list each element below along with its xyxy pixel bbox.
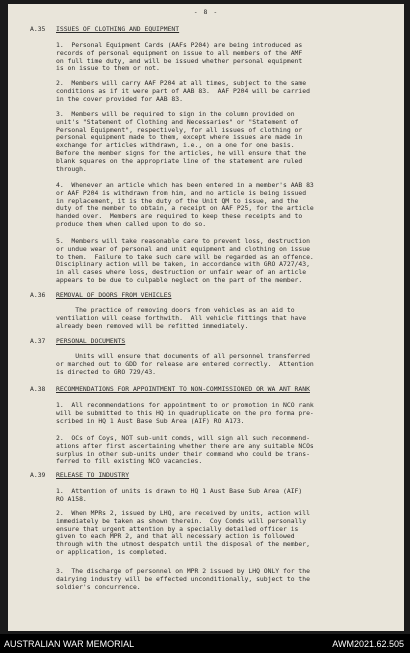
archive-reference: AWM2021.62.505 bbox=[332, 639, 404, 649]
section-number: A.35 bbox=[30, 25, 46, 33]
section-title: REMOVAL OF DOORS FROM VEHICLES bbox=[56, 292, 172, 299]
paragraph: 1. Attention of units is drawn to HQ 1 Aust Base Sub Area (AIF) RO A158. bbox=[56, 487, 303, 503]
section-number: A.39 bbox=[30, 471, 46, 479]
paragraph: 3. The discharge of personnel on MPR 2 issued by LHQ ONLY for the dairying industry will be effected unconditionally, subject to the soldier's concurrence. bbox=[56, 567, 310, 591]
section-number: A.38 bbox=[30, 385, 46, 393]
document-page bbox=[8, 4, 404, 631]
page-number: - 8 - bbox=[193, 8, 219, 16]
section-title: ISSUES OF CLOTHING AND EQUIPMENT bbox=[56, 26, 180, 33]
paragraph: 2. OCs of Coys, NOT sub-unit comds, will sign all such recommend- ations after first ascertaining whether there are any suitable NCOs surplus in other sub-units under their command who could be trans- ferred to fill existing NCO vacancies. bbox=[56, 434, 314, 466]
paragraph: 3. Members will be required to sign in the column provided on unit's "Statement of Clothing and Necessaries" or "Statement of Personal Equipment", respectively, for all issues of clothing or personal equipment made to them, except where issues are made in exchange for articles withdrawn, i.e., on a one for one basis. Before the member signs for the articles, he will ensure that the blank squares on the appropriate line of the statement are ruled through. bbox=[56, 110, 307, 173]
paragraph: 2. Members will carry AAF P204 at all times, subject to the same conditions as if it were part of AAB 83. AAF P204 will be carried in the cover provided for AAB 83. bbox=[56, 79, 310, 103]
section-number: A.36 bbox=[30, 291, 46, 299]
paragraph: 5. Members will take reasonable care to prevent loss, destruction or undue wear of personal and unit equipment and clothing on issue to them. Failure to take such care will be regarded as an offence. Disciplinary action will be taken, in accordance with GRO A727/43, in all cases where loss, destruction or unfair wear of an article appears to be due to culpable neglect on the part of the member. bbox=[56, 237, 314, 284]
paragraph: 1. Personal Equipment Cards (AAFs P204) are being introduced as records of personal equipment on issue to all members of the AMF on full time duty, and will be issued whether personal equipment is on issue to them or not. bbox=[56, 41, 303, 73]
paragraph: Units will ensure that documents of all personnel transferred or marched out to GDD for release are entered correctly. Attention is directed to GRO 729/43. bbox=[56, 352, 314, 376]
paragraph: The practice of removing doors from vehicles as an aid to ventilation will cease forthwith. All vehicle fittings that have already been removed will be refitted immediately. bbox=[56, 306, 307, 330]
section-number: A.37 bbox=[30, 337, 46, 345]
archive-name: AUSTRALIAN WAR MEMORIAL bbox=[4, 639, 135, 649]
section-title: RELEASE TO INDUSTRY bbox=[56, 472, 130, 479]
paragraph: 4. Whenever an article which has been entered in a member's AAB 83 or AAF P204 is withdrawn from him, and no article is being issued in replacement, it is the duty of the Unit QM to issue, and the duty of the member to obtain, a receipt on AAF P25, for the article handed over. Members are required to keep these receipts and to produce them when called upon to do so. bbox=[56, 181, 314, 228]
section-title: PERSONAL DOCUMENTS bbox=[56, 338, 126, 345]
paragraph: 2. When MPRs 2, issued by LHQ, are received by units, action will immediately be taken as shown therein. Coy Comds will personally ensure that urgent attention by a specially detailed officer is given to each MPR 2, and that all necessary action is followed through with the utmost despatch until the disposal of the member, or application, is completed. bbox=[56, 509, 310, 556]
paragraph: 1. All recommendations for appointment to or promotion in NCO rank will be submitted to this HQ in quadruplicate on the pro forma pre- scribed in HQ 1 Aust Base Sub Area (AIF) RO A173. bbox=[56, 401, 314, 425]
archive-footer bbox=[0, 634, 410, 653]
section-title: RECOMMENDATIONS FOR APPOINTMENT TO NON-COMMISSIONED OR WA ANT RANK bbox=[56, 386, 310, 393]
